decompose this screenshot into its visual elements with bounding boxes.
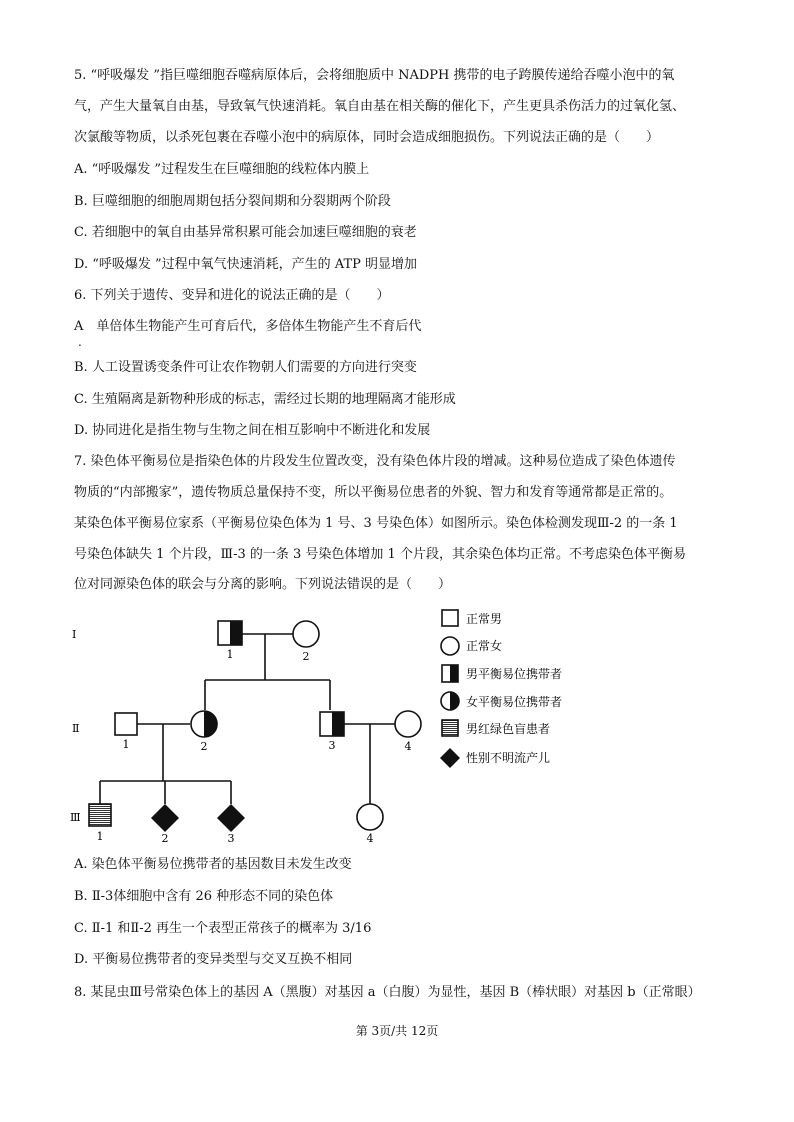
q7-option-a: A. 染色体平衡易位携带者的基因数目未发生改变 [74, 857, 352, 872]
legend-normal-male-symbol [442, 610, 458, 626]
label-I1: 1 [226, 648, 234, 661]
label-III2: 2 [161, 832, 169, 844]
label-II4: 4 [404, 740, 412, 753]
pedigree-I2-normal-female [293, 621, 319, 647]
pedigree-I1-male-carrier [218, 621, 242, 645]
legend-normal-female-symbol [441, 637, 459, 655]
pedigree-III4-normal-female [357, 804, 383, 830]
q5-option-a: A. “呼吸爆发 ”过程发生在巨噬细胞的线粒体内膜上 [74, 162, 370, 177]
q6-option-c: C. 生殖隔离是新物种形成的标志，需经过长期的地理隔离才能形成 [74, 392, 456, 407]
generation-label-2: Ⅱ [72, 722, 80, 735]
q7-option-c: C. Ⅱ-1 和Ⅱ-2 再生一个表型正常孩子的概率为 3/16 [74, 921, 372, 936]
pedigree-II3-male-carrier [320, 712, 344, 736]
legend-male-carrier-label: 男平衡易位携带者 [466, 667, 563, 681]
q7-option-d: D. 平衡易位携带者的变异类型与交叉互换不相同 [74, 952, 353, 967]
legend-male-carrier-symbol [442, 665, 458, 682]
pedigree-legend [440, 610, 562, 768]
legend-female-carrier-label: 女平衡易位携带者 [466, 695, 563, 709]
legend-colorblind-male-label: 男红绿色盲患者 [466, 722, 551, 736]
pedigree-II2-female-carrier [191, 711, 217, 737]
pedigree-chart [66, 602, 626, 844]
legend-colorblind-male-symbol [442, 720, 458, 736]
q8-stem-line-1: 8. 某昆虫Ⅲ号常染色体上的基因 A（黑腹）对基因 a（白腹）为显性，基因 B（棒状眼）对基因 b（正常眼） [74, 985, 701, 1000]
label-II1: 1 [122, 738, 130, 751]
label-III3: 3 [227, 832, 235, 844]
legend-female-carrier-symbol [441, 692, 459, 710]
pedigree-II4-normal-female [395, 711, 421, 737]
page-footer: 第 3页/共 12页 [355, 1024, 439, 1038]
generation-label-1: Ⅰ [72, 628, 77, 641]
legend-miscarriage-label: 性别不明流产儿 [466, 751, 551, 765]
pedigree-II1-normal-male [115, 713, 137, 735]
q5-stem-line-2: 气，产生大量氧自由基，导致氧气快速消耗。氧自由基在相关酶的催化下，产生更具杀伤活力的过氧化氢、 [74, 99, 686, 114]
pedigree-III1-colorblind-male [89, 804, 111, 826]
legend-normal-female-label: 正常女 [466, 639, 503, 653]
q5-option-b: B. 巨噬细胞的细胞周期包括分裂间期和分裂期两个阶段 [74, 194, 391, 209]
q5-stem-line-1: 5. “呼吸爆发 ”指巨噬细胞吞噬病原体后，会将细胞质中 NADPH 携带的电子跨膜传递给吞噬小泡中的氧 [74, 68, 675, 83]
label-II2: 2 [200, 740, 208, 753]
q7-stem-line-1: 7. 染色体平衡易位是指染色体的片段发生位置改变，没有染色体片段的增减。这种易位造成了染色体遗传 [74, 454, 676, 469]
q6-stray-dot: . [78, 335, 82, 349]
q7-stem-line-2: 物质的“内部搬家”，遗传物质总量保持不变，所以平衡易位患者的外貌、智力和发育等通常都是正常的。 [74, 485, 673, 500]
pedigree-III2-miscarriage-diamond [151, 804, 179, 832]
pedigree-III3-miscarriage-diamond [217, 804, 245, 832]
legend-miscarriage-symbol [440, 748, 460, 768]
label-III1: 1 [96, 830, 104, 843]
legend-normal-male-label: 正常男 [466, 612, 503, 626]
q7-stem-line-4: 号染色体缺失 1 个片段，Ⅲ-3 的一条 3 号染色体增加 1 个片段，其余染色体均正常。不考虑染色体平衡易 [74, 547, 686, 562]
label-III4: 4 [366, 832, 374, 844]
label-II3: 3 [328, 739, 336, 752]
q7-stem-line-5: 位对同源染色体的联会与分离的影响。下列说法错误的是（ ） [74, 577, 452, 592]
q7-option-b: B. Ⅱ-3体细胞中含有 26 种形态不同的染色体 [74, 889, 334, 904]
q5-stem-line-3: 次氯酸等物质，以杀死包裹在吞噬小泡中的病原体，同时会造成细胞损伤。下列说法正确的是（ ） [74, 130, 660, 145]
q6-option-a: A 单倍体生物能产生可育后代，多倍体生物能产生不育后代 [74, 319, 422, 334]
q6-stem: 6. 下列关于遗传、变异和进化的说法正确的是（ ） [74, 288, 390, 303]
label-I2: 2 [302, 650, 310, 663]
q5-option-c: C. 若细胞中的氧自由基异常积累可能会加速巨噬细胞的衰老 [74, 225, 417, 240]
generation-label-3: Ⅲ [70, 811, 81, 824]
q7-stem-line-3: 某染色体平衡易位家系（平衡易位染色体为 1 号、3 号染色体）如图所示。染色体检测发现Ⅲ-2 的一条 1 [74, 516, 678, 531]
q6-option-d: D. 协同进化是指生物与生物之间在相互影响中不断进化和发展 [74, 423, 431, 438]
q6-option-b: B. 人工设置诱变条件可让农作物朝人们需要的方向进行突变 [74, 360, 417, 375]
q5-option-d: D. “呼吸爆发 ”过程中氧气快速消耗，产生的 ATP 明显增加 [74, 257, 418, 272]
